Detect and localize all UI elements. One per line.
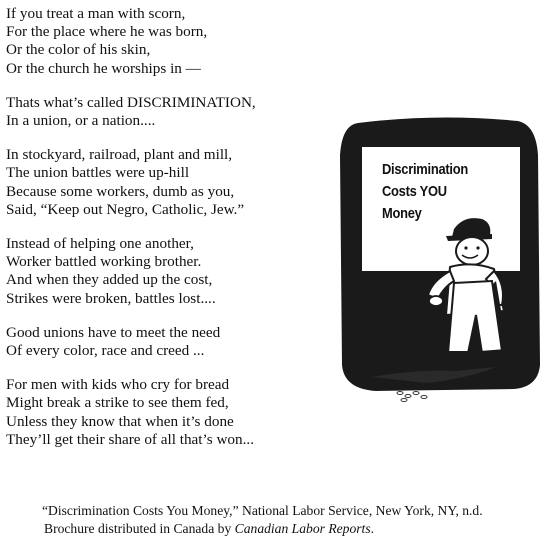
poem-line: Instead of helping one another,	[6, 235, 194, 253]
stanza-1	[6, 5, 336, 78]
stanza-3	[6, 146, 336, 219]
worker-sign-illustration	[336, 115, 542, 405]
caption-line-1: “Discrimination Costs You Money,” National Labor Service, New York, NY, n.d.	[42, 503, 483, 518]
source-caption	[42, 502, 547, 538]
poem-line: Said, “Keep out Negro, Catholic, Jew.”	[6, 200, 245, 218]
poem-line: In stockyard, railroad, plant and mill,	[6, 146, 233, 164]
poem-line: For the place where he was born,	[6, 23, 208, 41]
stanza-4	[6, 235, 336, 308]
poem-line: Of every color, race and creed ...	[6, 342, 205, 360]
stanza-2	[6, 94, 336, 130]
sign-line: Costs YOU	[382, 183, 447, 200]
poem-line: They’ll get their share of all that’s won...	[6, 430, 254, 448]
caption-line-2	[42, 520, 547, 538]
caption-line-2-prefix: Brochure distributed in Canada by	[44, 521, 235, 536]
scattered-coins	[397, 392, 427, 402]
poem-line: Might break a strike to see them fed,	[6, 394, 229, 412]
poem-line: Or the color of his skin,	[6, 41, 151, 59]
poem-line: If you treat a man with scorn,	[6, 5, 186, 22]
poem-line: Or the church he worships in —	[6, 59, 201, 77]
caption-line-2-suffix: .	[370, 521, 375, 536]
poem-line: Because some workers, dumb as you,	[6, 182, 235, 200]
stanza-6	[6, 376, 336, 449]
poem-line: Strikes were broken, battles lost....	[6, 289, 216, 307]
poem	[6, 5, 336, 465]
publication-title: Canadian Labor Reports	[234, 521, 371, 536]
poem-line: The union battles were up-hill	[6, 164, 190, 182]
stanza-5	[6, 324, 336, 360]
sign-line: Discrimination	[382, 161, 468, 178]
poem-line: Worker battled working brother.	[6, 253, 202, 271]
poem-line: For men with kids who cry for bread	[6, 376, 230, 394]
poem-line: Thats what’s called DISCRIMINATION,	[6, 93, 256, 111]
sign-line: Money	[382, 205, 422, 222]
poem-line: In a union, or a nation....	[6, 112, 156, 130]
poem-line: Good unions have to meet the need	[6, 323, 221, 341]
poem-line: And when they added up the cost,	[6, 271, 213, 289]
poem-line: Unless they know that when it’s done	[6, 412, 234, 430]
sign-text	[382, 159, 468, 225]
